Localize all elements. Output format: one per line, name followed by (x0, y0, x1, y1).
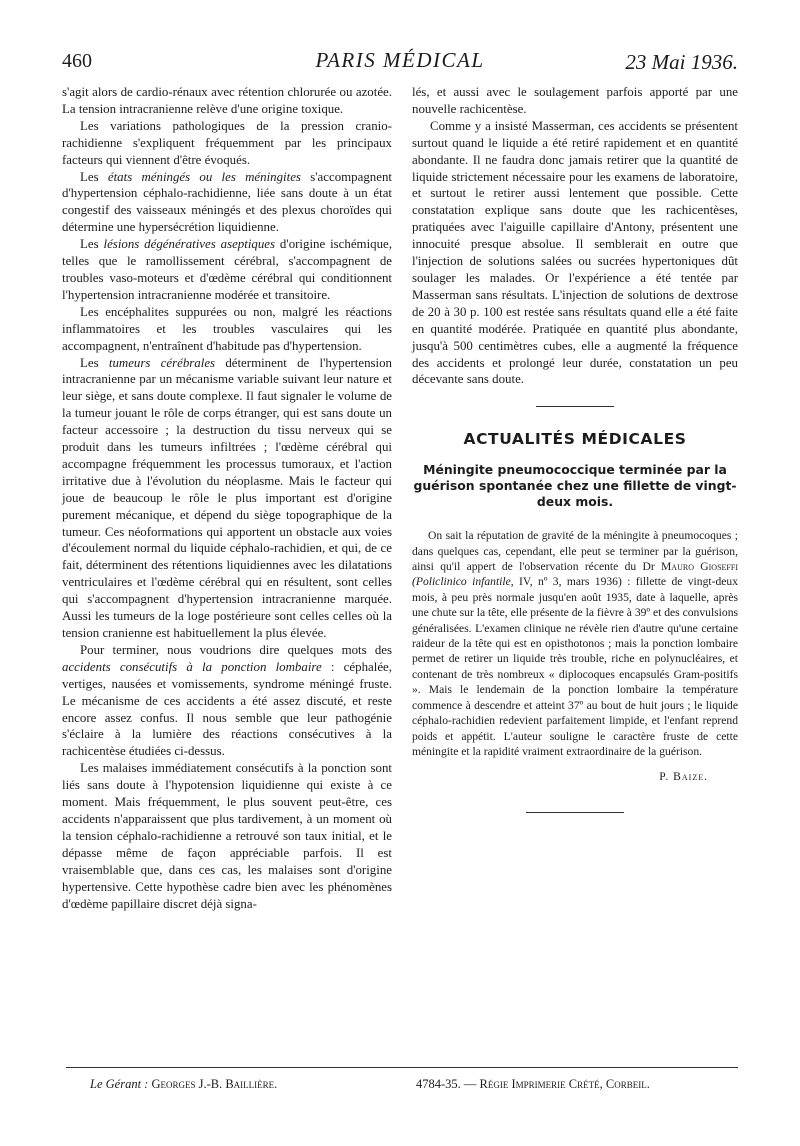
article-end-rule (526, 812, 624, 813)
section-title: ACTUALITÉS MÉDICALES (463, 430, 687, 449)
left-column (62, 84, 392, 912)
emphasis: tumeurs cérébrales (108, 355, 216, 370)
journal-title: PARIS MÉDICAL (315, 48, 485, 72)
author-name: Mauro Gioseffi (661, 560, 738, 574)
issue-date: 23 Mai 1936. (625, 50, 738, 74)
paragraph: Les encéphalites suppurées ou non, malgré les réactions inflammatoires et les troubles vasculaires qui les accompagnent, n'entraînent d'habitude pas d'hypertension. (62, 304, 392, 353)
paragraph: Les tumeurs cérébrales déterminent de l'hypertension intracranienne par un mécanisme variable suivant leur nature et leur siège, et sans doute complexe. Il faut signaler le volume de la tumeur jouant le rôle de corps étranger, qui est sans doute un facteur accessoire ; la destruction du tissu nerveux qui se produit dans les tumeurs infiltrées ; l'œdème cérébral qui accompagne fréquemment les processus tumoraux, et l'action irritative due à l'évolution du néoplasme. Mais le facteur qui joue de beaucoup le rôle le plus important est d'origine purement mécanique, et dépend du siège topographique de la tumeur. Ces néoformations qui apportent un obstacle aux voies d'écoulement normal du liquide céphalo-rachidien, et qui, de ce fait, déterminent des rétentions liquidiennes avec les dilatations ventriculaires et l'œdème cérébral qui en résultent, sont celles qui s'accompagnent d'hypertension intracranienne marquée. Aussi les tumeurs de la loge postérieure sont celles celles où la tension cranienne est habituellement la plus élevée. (62, 355, 393, 640)
article-body (412, 528, 738, 759)
article-title: Méningite pneumococcique terminée par la guérison spontanée chez une fillette de vingt-deux mois. (413, 462, 737, 510)
paragraph: Les malaises immédiatement consécutifs à la ponction sont liés sans doute à l'hypotension liquidienne qui existe à ce moment. Mais fréquemment, le plus souvent peut-être, ces accidents n'apparaissent que plus tardivement, à un moment où la tension céphalo-rachidienne a retrouvé son taux initial, et le dépasse même de façon appréciable parfois. Il est vraisemblable que, dans ces cas, les malaises sont d'origine hypertensive. Cette hypothèse cadre bien avec les phénomènes d'œdème papillaire discret déjà signa- (62, 761, 392, 911)
paragraph: Les lésions dégénératives aseptiques d'origine ischémique, telles que le ramollissement cérébral, s'accompagnent de troubles vaso-moteurs et d'œdème cérébral qui conditionnent l'hypertension intracranienne modérée et transitoire. (62, 237, 392, 302)
emphasis: états méningés ou les méningites (107, 169, 301, 184)
paragraph: s'agit alors de cardio-rénaux avec rétention chlorurée ou azotée. La tension intracranienne relève d'une origine toxique. (62, 85, 392, 116)
footer-rule (66, 1067, 738, 1068)
paragraph: Les variations pathologiques de la pression cranio-rachidienne s'expliquent fréquemment par les principaux facteurs qui viennent d'être évoqués. (62, 118, 392, 167)
citation-source: (Policlinico infantile, (412, 575, 514, 589)
paragraph: Les états méningés ou les méningites s'accompagnent d'hypertension céphalo-rachidienne, liée sans doute à un état congestif des vaisseaux méningés et des plexus choroïdes qui détermine une hypersécrétion liquidienne. (62, 169, 392, 235)
emphasis: lésions dégénératives aseptiques (103, 237, 276, 252)
paragraph: On sait la réputation de gravité de la méningite à pneumocoques ; dans quelques cas, cependant, elle peut se terminer par la guérison, ainsi qu'il appert de l'observation récente du Dr Mauro Gioseffi (Policlinico infantile, IV, nº 3, mars 1936) : fillette de vingt-deux mois, à peu près normale jusqu'en août 1935, date à laquelle, après une chute sur la tête, elle présente de la fièvre à 39º et des convulsions généralisées. L'examen clinique ne révèle rien d'autre qu'une certaine raideur de la tête qui est en opisthotonos ; mais la ponction lombaire permet de retirer un liquide très trouble, riche en polynucléaires, et contenant de très nombreux « diplocoques encapsulés Gram-positifs ». Mais le lendemain de la ponction lombaire la température commence à descendre et atteint 37º au bout de huit jours ; le liquide céphalo-rachidien redevient parfaitement limpide, et l'enfant reprend poids et appétit. L'auteur souligne le caractère fruste de cette méningite et la rapidité vraiment extraordinaire de la guérison. (412, 529, 738, 758)
emphasis: accidents consécutifs à la ponction lombaire (62, 659, 322, 674)
page-number: 460 (62, 50, 92, 72)
paragraph: Pour terminer, nous voudrions dire quelques mots des accidents consécutifs à la ponction lombaire : céphalée, vertiges, nausées et vomissements, syndrome méningé fruste. Le mécanisme de ces accidents a été assez discuté, et reste encore assez confus. Il nous semble que leur pathogénie s'éclaire à la lumière des réactions consécutives à la rachicentèse étudiées ci-dessus. (62, 642, 392, 759)
section-divider (536, 406, 614, 407)
footer-gerant: Le Gérant : Georges J.-B. Baillière. (90, 1077, 278, 1091)
footer-printer: 4784-35. — Régie Imprimerie Crété, Corbeil. (416, 1077, 650, 1091)
page-header (62, 48, 738, 82)
article-signature: P. Baize. (659, 770, 708, 784)
paragraph: lés, et aussi avec le soulagement parfois apporté par une nouvelle rachicentèse. (412, 85, 738, 116)
paragraph: Comme y a insisté Masserman, ces accidents se présentent surtout quand le liquide a été retiré rapidement et en quantité abondante. Il ne faudra donc jamais retirer que la quantité de liquide strictement nécessaire pour les examens de laboratoire, et surtout le retirer aussi lentement que possible. Cette constatation explique sans doute que les rachicentèses, pratiquées avec l'aiguille capillaire d'Antony, présentent une innocuité presque absolue. Il semblerait en outre que l'injection de solutions salées ou sucrées hypertoniques dût soulager les malades. Or l'expérience a été tentée par Masserman sans résultats. L'injection de solutions de dextrose de 20 à 30 p. 100 est restée sans résultats quand elle a été faite en quantité modérée. Pratiquée en quantité plus abondante, jusqu'à 500 centimètres cubes, elle a augmenté la fréquence des accidents et prolongé leur durée, constatation un peu décevante sans doute. (412, 118, 738, 387)
right-column (412, 84, 738, 813)
